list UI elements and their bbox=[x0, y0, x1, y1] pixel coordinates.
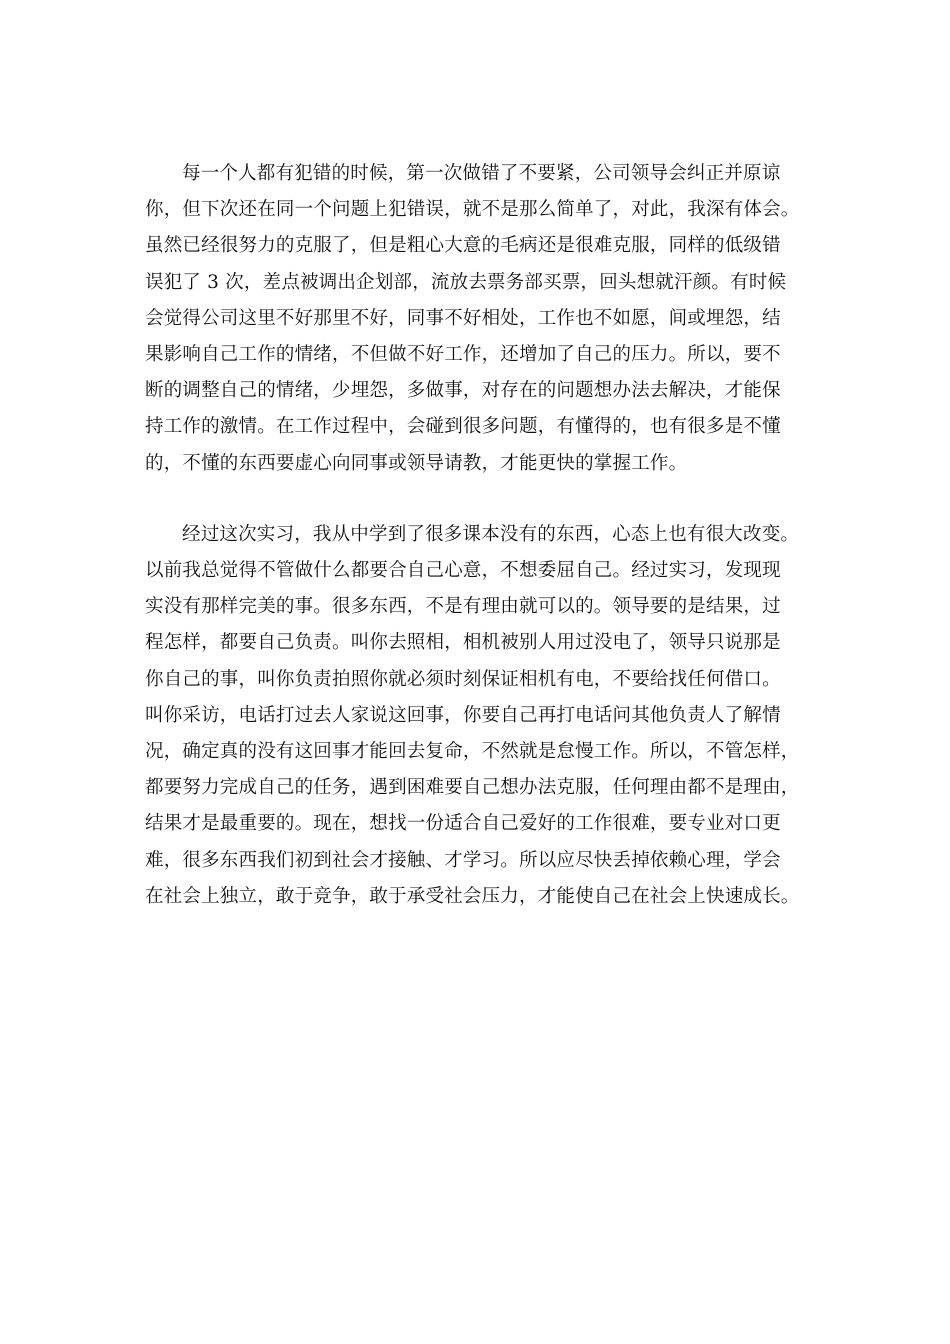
text-line: 误犯了 3 次，差点被调出企划部，流放去票务部买票，回头想就汗颜。有时候 bbox=[145, 271, 787, 293]
text-line: 都要努力完成自己的任务，遇到困难要自己想办法克服，任何理由都不是理由， bbox=[145, 777, 800, 799]
text-line: 的，不懂的东西要虚心向同事或领导请教，才能更快的掌握工作。 bbox=[145, 452, 688, 474]
text-line: 在社会上独立，敢于竞争，敢于承受社会压力，才能使自己在社会上快速成长。 bbox=[145, 885, 800, 907]
text-line: 你，但下次还在同一个问题上犯错误，就不是那么简单了，对此，我深有体会。 bbox=[145, 199, 800, 221]
text-line: 持工作的激情。在工作过程中，会碰到很多问题，有懂得的，也有很多是不懂 bbox=[145, 416, 781, 438]
text-line: 况，确定真的没有这回事才能回去复命，不然就是怠慢工作。所以，不管怎样， bbox=[145, 741, 800, 763]
document-body bbox=[145, 156, 805, 915]
text-line: 实没有那样完美的事。很多东西，不是有理由就可以的。领导要的是结果，过 bbox=[145, 596, 781, 618]
text-line: 难，很多东西我们初到社会才接触、才学习。所以应尽快丢掉依赖心理，学会 bbox=[145, 849, 781, 871]
text-line: 会觉得公司这里不好那里不好，同事不好相处，工作也不如愿，间或埋怨，结 bbox=[145, 307, 781, 329]
text-line: 你自己的事，叫你负责拍照你就必须时刻保证相机有电，不要给找任何借口。 bbox=[145, 668, 781, 690]
text-line: 以前我总觉得不管做什么都要合自己心意，不想委屈自己。经过实习，发现现 bbox=[145, 560, 781, 582]
paragraph-1 bbox=[145, 156, 805, 482]
paragraph-2 bbox=[145, 517, 805, 915]
text-line: 果影响自己工作的情绪，不但做不好工作，还增加了自己的压力。所以，要不 bbox=[145, 344, 781, 366]
text-line: 虽然已经很努力的克服了，但是粗心大意的毛病还是很难克服，同样的低级错 bbox=[145, 235, 781, 257]
text-line: 断的调整自己的情绪，少埋怨，多做事，对存在的问题想办法去解决，才能保 bbox=[145, 380, 781, 402]
text-line: 每一个人都有犯错的时候，第一次做错了不要紧，公司领导会纠正并原谅 bbox=[182, 163, 781, 184]
text-line: 程怎样，都要自己负责。叫你去照相，相机被别人用过没电了，领导只说那是 bbox=[145, 632, 781, 654]
text-line: 结果才是最重要的。现在，想找一份适合自己爱好的工作很难，要专业对口更 bbox=[145, 813, 781, 835]
text-line: 经过这次实习，我从中学到了很多课本没有的东西，心态上也有很大改变。 bbox=[182, 523, 800, 545]
text-line: 叫你采访，电话打过去人家说这回事，你要自己再打电话问其他负责人了解情 bbox=[145, 704, 781, 726]
